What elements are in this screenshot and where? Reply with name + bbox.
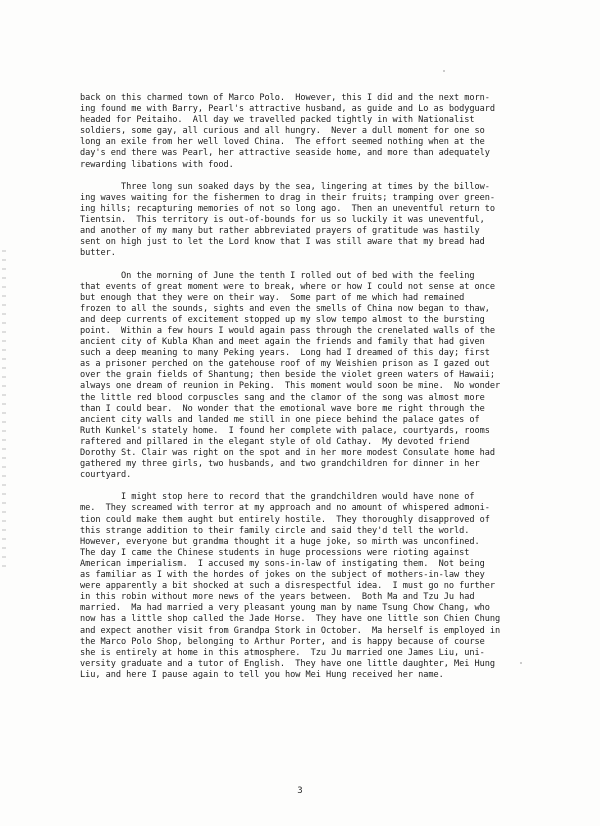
text-line: rewarding libations with food. <box>80 159 234 170</box>
text-line: always one dream of reunion in Peking. This moment would soon be mine. No wonder <box>80 381 501 392</box>
text-line: However, everyone but grandma thought it a huge joke, so mirth was unconfined. <box>80 536 480 547</box>
text-line: over the grain fields of Shantung; then beside the violet green waters of Hawaii; <box>80 370 496 381</box>
text-line: Three long sun soaked days by the sea, lingering at times by the billow- <box>80 181 490 192</box>
text-line: me. They screamed with terror at my approach and no amount of whispered admoni- <box>80 503 490 514</box>
text-line: the little red blood corpuscles sang and the clamor of the song was almost more <box>80 392 485 403</box>
text-line: Ruth Kunkel's stately home. I found her complete with palace, courtyards, rooms <box>80 425 490 436</box>
text-line: Tientsin. This territory is out-of-bounds for us so luckily it was uneventful, <box>80 215 485 226</box>
text-line: day's end there was Pearl, her attractive seaside home, and more than adequately <box>80 148 490 159</box>
text-line: ancient city of Kubla Khan and meet again the friends and family that had given <box>80 337 485 348</box>
text-line: and expect another visit from Grandpa Stork in October. Ma herself is employed in <box>80 625 501 636</box>
text-line: butter. <box>80 248 116 259</box>
text-line: ing found me with Barry, Pearl's attractive husband, as guide and Lo as bodyguard <box>80 104 496 115</box>
text-line: and deep currents of excitement stopped up my slow tempo almost to the bursting <box>80 314 485 325</box>
text-line: raftered and pillared in the elegant style of old Cathay. My devoted friend <box>80 436 470 447</box>
text-line: versity graduate and a tutor of English. They have one little daughter, Mei Hung <box>80 658 496 669</box>
text-line: frozen to all the sounds, sights and even the smells of China now began to thaw, <box>80 303 490 314</box>
text-line: Liu, and here I pause again to tell you how Mei Hung received her name. <box>80 669 444 680</box>
paragraph <box>80 492 580 681</box>
text-line: courtyard. <box>80 470 132 481</box>
binding-edge-marks <box>2 250 6 570</box>
paper-speck <box>443 70 445 72</box>
text-line: than I could bear. No wonder that the emotional wave bore me right through the <box>80 403 485 414</box>
text-line: tion could make them aught but entirely hostile. They thoroughly disapproved of <box>80 514 490 525</box>
text-line: sent on high just to let the Lord know that I was still aware that my bread had <box>80 237 485 248</box>
paragraph <box>80 271 580 482</box>
page-number: 3 <box>297 786 303 796</box>
text-line: this strange addition to their family circle and said they'd tell the world. <box>80 525 470 536</box>
text-line: Dorothy St. Clair was right on the spot and in her more modest Consulate home had <box>80 448 496 458</box>
text-line: in this robin without more news of the years between. Both Ma and Tzu Ju had <box>80 592 475 603</box>
paragraph <box>80 182 580 260</box>
text-line: now has a little shop called the Jade Horse. They have one little son Chien Chung <box>80 614 501 625</box>
text-line: she is entirely at home in this atmosphere. Tzu Ju married one James Liu, uni- <box>80 647 485 658</box>
text-line: such a deep meaning to many Peking years. Long had I dreamed of this day; first <box>80 348 490 359</box>
text-line: point. Within a few hours I would again pass through the crenelated walls of the <box>80 325 496 336</box>
text-line: The day I came the Chinese students in huge processions were rioting against <box>80 547 470 558</box>
body-text <box>80 93 580 692</box>
text-line: ing waves waiting for the fishermen to drag in their fruits; tramping over green- <box>80 192 496 203</box>
text-line: long an exile from her well loved China. The effort seemed nothing when at the <box>80 137 485 148</box>
text-line: married. Ma had married a very pleasant young man by name Tsung Chow Chang, who <box>80 603 490 614</box>
paragraph <box>80 93 580 171</box>
text-line: On the morning of June the tenth I rolled out of bed with the feeling <box>80 270 475 281</box>
text-line: ing hills; recapturing memories of not so long ago. Then an uneventful return to <box>80 203 496 214</box>
text-line: the Marco Polo Shop, belonging to Arthur Porter, and is happy because of course <box>80 636 485 647</box>
text-line: were apparently a bit shocked at such a disrespectful idea. I must go no further <box>80 581 496 592</box>
text-line: and another of my many but rather abbreviated prayers of gratitude was hastily <box>80 226 480 237</box>
text-line: soldiers, some gay, all curious and all hungry. Never a dull moment for one so <box>80 126 485 137</box>
text-line: American imperialism. I accused my sons-in-law of instigating them. Not being <box>80 558 485 569</box>
text-line: headed for Peitaiho. All day we travelled packed tightly in with Nationalist <box>80 115 475 126</box>
text-line: but enough that they were on their way. Some part of me which had remained <box>80 292 465 303</box>
text-line: gathered my three girls, two husbands, and two grandchildren for dinner in her <box>80 459 480 470</box>
text-line: ancient city walls and landed me still in one piece behind the palace gates of <box>80 414 480 425</box>
text-line: back on this charmed town of Marco Polo. However, this I did and the next morn- <box>80 93 490 103</box>
text-line: that events of great moment were to break, where or how I could not sense at once <box>80 281 496 292</box>
text-line: as familiar as I with the hordes of jokes on the subject of mothers-in-law they <box>80 570 485 581</box>
text-line: as a prisoner perched on the gatehouse roof of my Weishien prison as I gazed out <box>80 359 490 370</box>
text-line: I might stop here to record that the grandchildren would have none of <box>80 492 475 503</box>
